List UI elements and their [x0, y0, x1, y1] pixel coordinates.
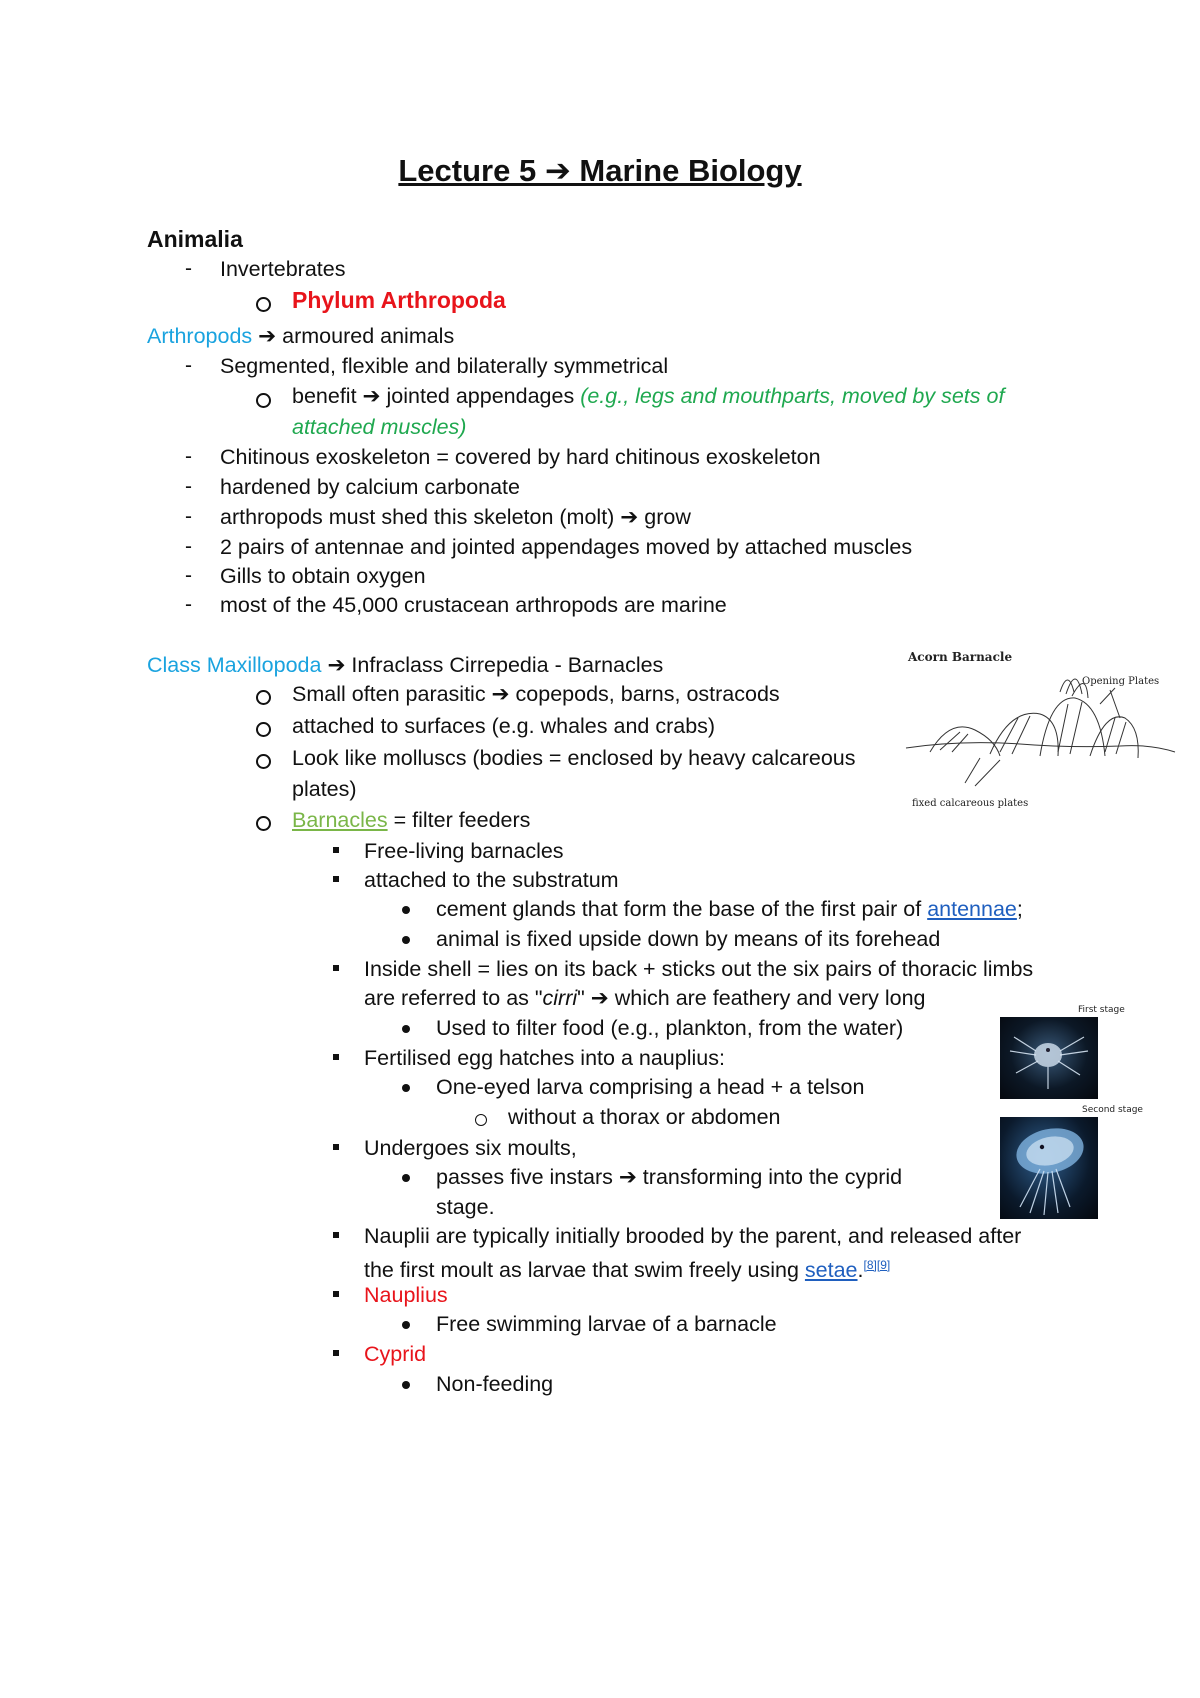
benefit-example-cont: attached muscles): [292, 415, 467, 439]
barnacle-drawing: [900, 648, 1180, 798]
cement-end: ;: [1016, 897, 1023, 921]
figure-label-second-stage: Second stage: [1082, 1105, 1143, 1115]
barnacles-def: = filter feeders: [387, 808, 531, 832]
list-item: Small often parasitic ➔ copepods, barns, ostracods: [292, 682, 780, 706]
setae-pre: the first moult as larvae that swim freely using: [364, 1258, 805, 1283]
cement-line: [436, 896, 1023, 922]
dot-bullet: [402, 1321, 410, 1329]
list-item: arthropods must shed this skeleton (molt) ➔ grow: [220, 505, 691, 529]
dash-bullet: -: [185, 445, 192, 468]
setae-period: .: [857, 1258, 864, 1283]
nauplius-stages-figure: [1000, 1005, 1150, 1225]
list-item: most of the 45,000 crustacean arthropods are marine: [220, 593, 727, 617]
list-item: Gills to obtain oxygen: [220, 564, 426, 588]
circle-bullet: [256, 297, 271, 312]
square-bullet: [333, 965, 339, 971]
list-item: Used to filter food (e.g., plankton, from the water): [436, 1016, 904, 1040]
list-item: Segmented, flexible and bilaterally symmetrical: [220, 354, 669, 378]
list-item: Free swimming larvae of a barnacle: [436, 1312, 777, 1336]
dash-bullet: -: [185, 505, 192, 528]
cirri-term: cirri: [542, 986, 578, 1010]
square-bullet: [333, 1054, 339, 1060]
cirri-pre: are referred to as ": [364, 986, 543, 1010]
list-item: hardened by calcium carbonate: [220, 475, 520, 499]
square-bullet: [333, 1232, 339, 1238]
cirri-post: " ➔ which are feathery and very long: [577, 986, 926, 1010]
dash-bullet: -: [185, 354, 192, 377]
second-stage-photo: [1000, 1117, 1098, 1219]
square-bullet: [333, 876, 339, 882]
list-item: Free-living barnacles: [364, 839, 564, 863]
circle-bullet: [256, 754, 271, 769]
circle-bullet: [256, 690, 271, 705]
cyprid-term: Cyprid: [364, 1342, 427, 1366]
list-item: Non-feeding: [436, 1372, 554, 1396]
list-item-cont: stage.: [436, 1195, 495, 1219]
figure-label-first-stage: First stage: [1078, 1005, 1125, 1015]
dot-bullet: [402, 1025, 410, 1033]
cirri-line: [364, 985, 925, 1011]
nauplius-second-drawing: [1000, 1117, 1098, 1219]
list-item: attached to the substratum: [364, 868, 619, 892]
dash-bullet: -: [185, 257, 192, 280]
figure-label-fixed: fixed calcareous plates: [912, 798, 1029, 809]
figure-label-opening: Opening Plates: [1082, 676, 1160, 687]
arthropods-line: [147, 323, 454, 349]
circle-bullet: [475, 1114, 487, 1126]
square-bullet: [333, 1144, 339, 1150]
cement-text: cement glands that form the base of the first pair of: [436, 897, 928, 921]
dash-bullet: -: [185, 475, 192, 498]
benefit-text: benefit ➔ jointed appendages: [292, 384, 581, 408]
list-item: Nauplii are typically initially brooded by the parent, and released after: [364, 1224, 1022, 1248]
dot-bullet: [402, 906, 410, 914]
benefit-example: (e.g., legs and mouthparts, moved by sets of: [580, 384, 1005, 408]
benefit-line: [292, 383, 1004, 409]
square-bullet: [333, 847, 339, 853]
list-item: Undergoes six moults,: [364, 1136, 577, 1160]
dot-bullet: [402, 1381, 410, 1389]
dot-bullet: [402, 936, 410, 944]
dash-bullet: -: [185, 535, 192, 558]
circle-bullet: [256, 393, 271, 408]
dash-bullet: -: [185, 564, 192, 587]
list-item: Invertebrates: [220, 257, 346, 281]
square-bullet: [333, 1350, 339, 1356]
dot-bullet: [402, 1174, 410, 1182]
list-item: attached to surfaces (e.g. whales and crabs): [292, 714, 716, 738]
arthropods-def: ➔ armoured animals: [252, 324, 455, 348]
square-bullet: [333, 1291, 339, 1297]
list-item: Chitinous exoskeleton = covered by hard chitinous exoskeleton: [220, 445, 821, 469]
list-item: One-eyed larva comprising a head + a telson: [436, 1075, 865, 1099]
setae-line: [364, 1252, 890, 1283]
figure-title: Acorn Barnacle: [908, 650, 1013, 664]
barnacles-line: [292, 807, 530, 833]
barnacles-link[interactable]: Barnacles: [292, 808, 388, 832]
antennae-link[interactable]: antennae: [927, 897, 1017, 921]
maxillopoda-def: ➔ Infraclass Cirrepedia - Barnacles: [321, 653, 664, 677]
list-item: animal is fixed upside down by means of its forehead: [436, 927, 941, 951]
circle-bullet: [256, 816, 271, 831]
nauplius-term: Nauplius: [364, 1283, 448, 1307]
maxillopoda-term: Class Maxillopoda: [147, 653, 322, 677]
maxillopoda-line: [147, 652, 663, 678]
page-title: Lecture 5 ➔ Marine Biology: [398, 153, 802, 188]
acorn-barnacle-figure: [900, 648, 1180, 818]
section-heading-animalia: Animalia: [147, 226, 243, 252]
list-item: passes five instars ➔ transforming into the cyprid: [436, 1165, 903, 1189]
list-item: Inside shell = lies on its back + sticks out the six pairs of thoracic limbs: [364, 957, 1034, 981]
list-item: Look like molluscs (bodies = enclosed by heavy calcareous: [292, 746, 856, 770]
circle-bullet: [256, 722, 271, 737]
list-item: without a thorax or abdomen: [508, 1105, 781, 1129]
first-stage-photo: [1000, 1017, 1098, 1099]
reference-links[interactable]: [8][9]: [863, 1258, 891, 1272]
dot-bullet: [402, 1084, 410, 1092]
dash-bullet: -: [185, 593, 192, 616]
phylum-heading: Phylum Arthropoda: [292, 287, 506, 313]
list-item: 2 pairs of antennae and jointed appendages moved by attached muscles: [220, 535, 913, 559]
nauplius-first-drawing: [1000, 1017, 1098, 1099]
setae-link[interactable]: setae: [804, 1258, 858, 1283]
arthropods-term: Arthropods: [147, 324, 253, 348]
list-item: Fertilised egg hatches into a nauplius:: [364, 1046, 725, 1070]
list-item-cont: plates): [292, 777, 357, 801]
